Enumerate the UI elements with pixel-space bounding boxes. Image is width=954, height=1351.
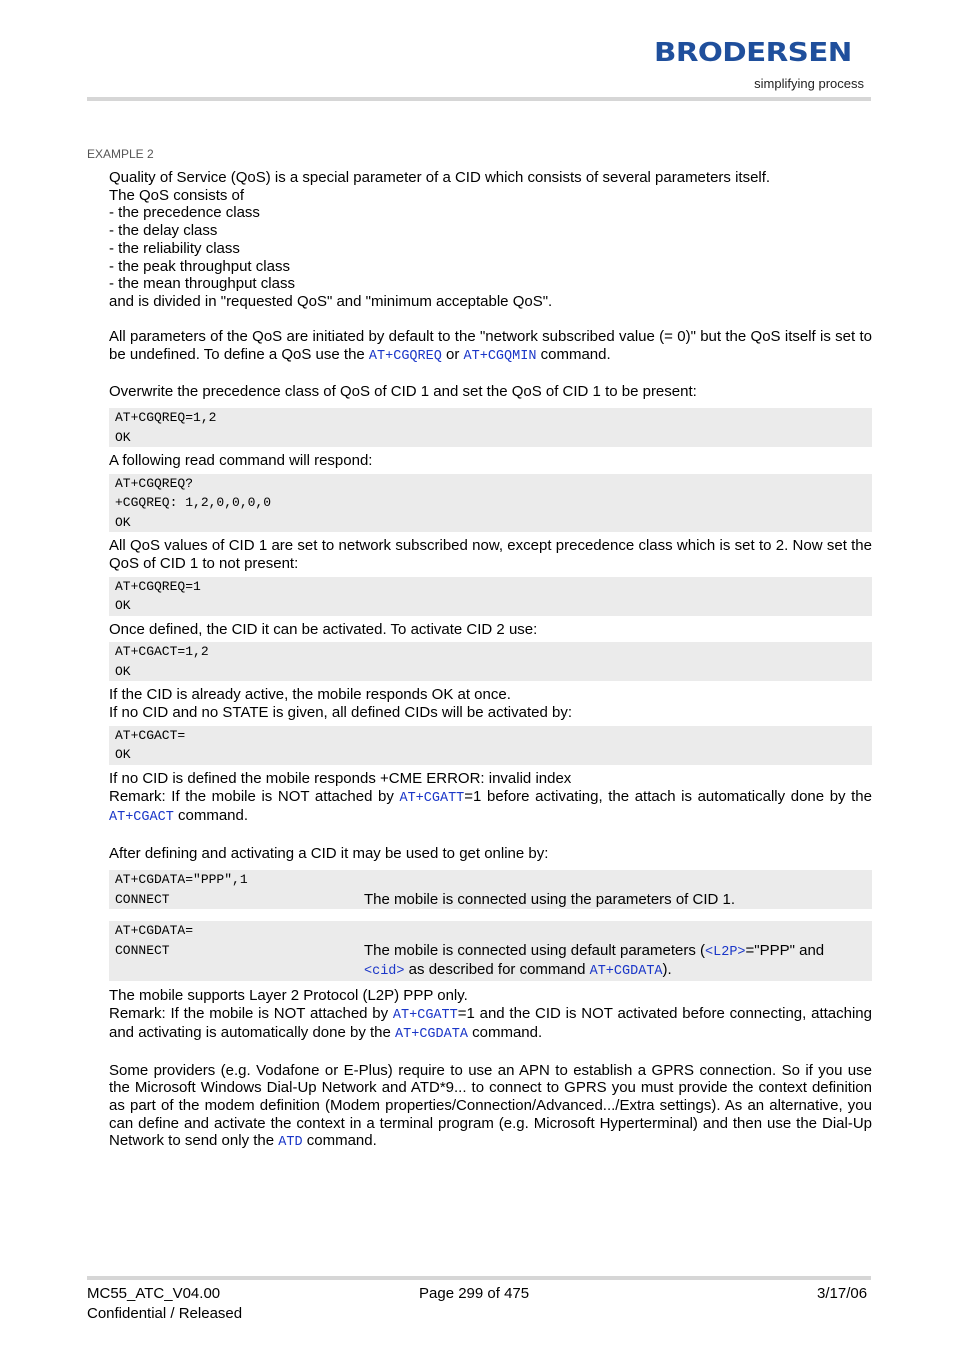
- list-item: - the delay class: [109, 222, 218, 240]
- paragraph-defaults: All parameters of the QoS are initiated by default to the "network subscribed value (= 0)" but the QoS itself is set to be undefined. To define a QoS use the AT+CGQREQ or AT+CGQMIN command.: [109, 328, 872, 365]
- code-line: +CGQREQ: 1,2,0,0,0,0: [115, 495, 272, 511]
- footer-left: [87, 1284, 242, 1324]
- paragraph-nocid: If no CID is defined the mobile responds +CME ERROR: invalid index: [109, 769, 572, 787]
- footer-divider: [87, 1276, 871, 1280]
- code-line: AT+CGQREQ=1: [115, 578, 201, 594]
- brodersen-logo: [654, 38, 866, 91]
- code-block: [109, 642, 872, 681]
- doc-date: 3/17/06: [817, 1285, 868, 1302]
- paragraph-online: After defining and activating a CID it may be used to get online by:: [109, 844, 549, 862]
- code-description: The mobile is connected using default parameters (<L2P>="PPP" and <cid> as described for command AT+CGDATA).: [364, 941, 825, 980]
- code-line: OK: [115, 747, 131, 763]
- list-item: - the reliability class: [109, 239, 240, 257]
- link-at-cgatt[interactable]: AT+CGATT: [399, 790, 465, 806]
- code-line: OK: [115, 429, 131, 445]
- code-description: The mobile is connected using the parameters of CID 1.: [364, 890, 736, 908]
- section-label: EXAMPLE 2: [87, 147, 154, 161]
- paragraph-remark: Remark: If the mobile is NOT attached by AT+CGATT=1 before activating, the attach is automatically done by the AT+CGACT command.: [109, 787, 872, 826]
- link-at-cgqmin[interactable]: AT+CGQMIN: [463, 349, 537, 365]
- header-divider: [87, 97, 871, 101]
- doc-id: MC55_ATC_V04.00: [87, 1285, 221, 1302]
- code-table: [109, 921, 872, 981]
- paragraph-apn: Some providers (e.g. Vodafone or E-Plus) require to use an APN to establish a GPRS connection. So if you use the Microsoft Windows Dial-Up Network and ATD*9... to connect to GPRS you must provide the context definition as part of the modem definition (Modem properties/Connection/Advanced.../Extra settings). As an alternative, you can define and activate the context in a terminal program (e.g. Microsoft Hyperterminal) and then use the Dial-Up Network to send only the ATD command.: [109, 1061, 872, 1151]
- link-atd[interactable]: ATD: [278, 1135, 303, 1151]
- code-line: OK: [115, 514, 131, 530]
- code-block: [109, 474, 872, 533]
- code-block: [109, 408, 872, 447]
- paragraph-active: If no CID and no STATE is given, all defined CIDs will be activated by:: [109, 704, 572, 722]
- page-number: Page 299 of 475: [419, 1285, 530, 1302]
- link-at-cgdata[interactable]: AT+CGDATA: [395, 1027, 468, 1043]
- code-line: AT+CGACT=1,2: [115, 644, 209, 660]
- paragraph-activate: Once defined, the CID it can be activated. To activate CID 2 use:: [109, 620, 538, 638]
- paragraph-remark: Remark: If the mobile is NOT attached by AT+CGATT=1 and the CID is NOT activated before connecting, attaching and activating is automatically done by the AT+CGDATA command.: [109, 1004, 872, 1043]
- code-line: OK: [115, 663, 131, 679]
- code-line: AT+CGQREQ?: [115, 475, 194, 491]
- code-line: AT+CGDATA="PPP",1: [115, 872, 248, 888]
- code-block: [109, 726, 872, 765]
- code-line: CONNECT: [115, 942, 170, 958]
- document-body: [109, 169, 872, 1152]
- link-l2p[interactable]: <L2P>: [705, 944, 746, 960]
- paragraph-read: A following read command will respond:: [109, 452, 373, 470]
- link-at-cgatt[interactable]: AT+CGATT: [392, 1007, 458, 1023]
- code-table: [109, 870, 872, 909]
- link-at-cgact[interactable]: AT+CGACT: [109, 810, 174, 826]
- code-line: AT+CGQREQ=1,2: [115, 410, 217, 426]
- link-at-cgdata[interactable]: AT+CGDATA: [589, 964, 663, 980]
- paragraph-active: If the CID is already active, the mobile responds OK at once.: [109, 686, 511, 704]
- code-block: [109, 577, 872, 616]
- code-line: AT+CGACT=: [115, 727, 186, 743]
- paragraph-l2p: The mobile supports Layer 2 Protocol (L2P) PPP only.: [109, 986, 468, 1004]
- list-item: - the mean throughput class: [109, 275, 295, 293]
- intro-line: The QoS consists of: [109, 186, 245, 204]
- intro-line: and is divided in "requested QoS" and "minimum acceptable QoS".: [109, 292, 553, 310]
- code-line: CONNECT: [115, 891, 170, 907]
- link-cid[interactable]: <cid>: [364, 964, 405, 980]
- paragraph-overwrite: Overwrite the precedence class of QoS of CID 1 and set the QoS of CID 1 to be present:: [109, 383, 697, 401]
- intro-line: Quality of Service (QoS) is a special parameter of a CID which consists of several parameters itself.: [109, 169, 771, 186]
- paragraph-allqos: All QoS values of CID 1 are set to network subscribed now, except precedence class which is set to 2. Now set the QoS of CID 1 to not present:: [109, 537, 872, 573]
- code-line: OK: [115, 598, 131, 614]
- logo-wordmark: BRODERSEN: [654, 38, 852, 68]
- link-at-cgqreq[interactable]: AT+CGQREQ: [368, 349, 442, 365]
- doc-status: Confidential / Released: [87, 1305, 243, 1322]
- list-item: - the peak throughput class: [109, 257, 290, 275]
- code-line: AT+CGDATA=: [115, 923, 194, 939]
- list-item: - the precedence class: [109, 204, 260, 222]
- logo-tagline: simplifying process: [754, 76, 864, 91]
